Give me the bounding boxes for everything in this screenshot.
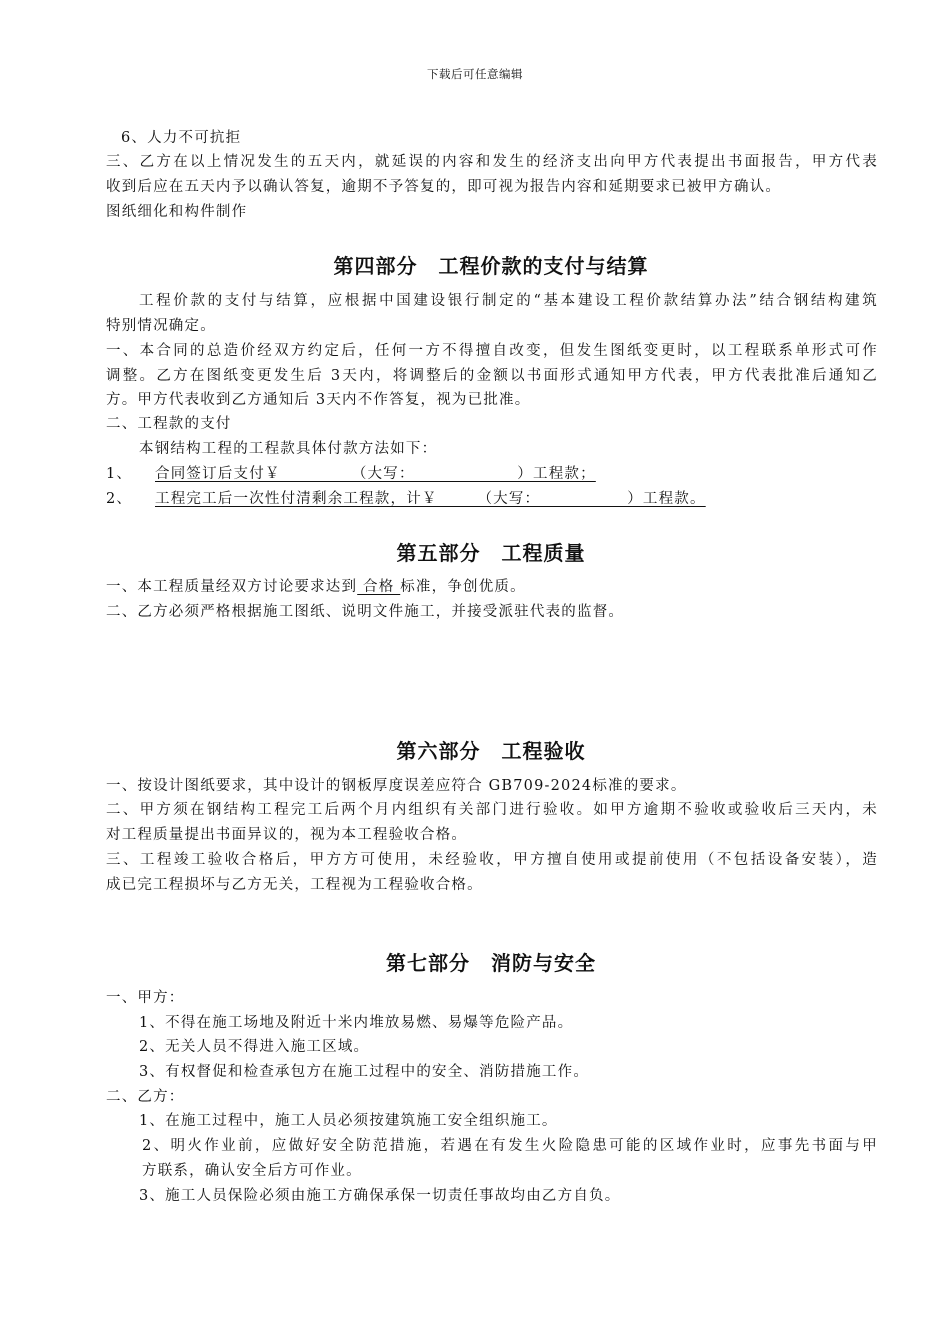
page-header-note: 下载后可任意编辑 [427, 67, 523, 81]
payment-item1-number: 1、 [106, 466, 133, 482]
part4-payment-intro: 本钢结构工程的工程款具体付款方法如下： [139, 441, 438, 457]
party-a-item1: 1、不得在施工场地及附近十米内堆放易燃、易爆等危险产品。 [139, 1015, 574, 1031]
party-b-heading: 二、乙方： [106, 1089, 185, 1105]
party-a-heading: 一、甲方： [106, 990, 185, 1006]
part6-title: 第六部分 工程验收 [396, 739, 586, 763]
part6-p1: 一、按设计图纸要求，其中设计的钢板厚度误差应符合 GB709-2024标准的要求。 [106, 778, 687, 794]
part6-p2-line2: 对工程质量提出书面异议的，视为本工程验收合格。 [106, 827, 468, 843]
party-a-item3: 3、有权督促和检查承包方在施工过程中的安全、消防措施工作。 [139, 1064, 590, 1080]
party-a-item2: 2、无关人员不得进入施工区域。 [139, 1039, 370, 1055]
part4-title: 第四部分 工程价款的支付与结算 [333, 254, 649, 278]
quality-grade-field: 合格 [357, 579, 401, 595]
part4-intro-line1: 工程价款的支付与结算，应根据中国建设银行制定的“基本建设工程价款结算办法”结合钢结构建筑 [139, 293, 878, 309]
part6-p2-line1: 二、甲方须在钢结构工程完工后两个月内组织有关部门进行验收。如甲方逾期不验收或验收后三天内，未 [106, 802, 878, 818]
part4-p1-line1: 一、本合同的总造价经双方约定后，任何一方不得擅自改变，但发生图纸变更时，以工程联系单形式可作 [106, 343, 878, 359]
party-b-item2-line1: 2、明火作业前，应做好安全防范措施，若遇在有发生火险隐患可能的区域作业时，应事先书面与甲 [142, 1138, 878, 1154]
part7-title: 第七部分 消防与安全 [386, 951, 596, 975]
payment-item1-underlined: 合同签订后支付￥ （大写： ）工程款； [155, 466, 596, 482]
clause-three-line2: 收到后应在五天内予以确认答复，逾期不予答复的，即可视为报告内容和延期要求已被甲方确认。 [106, 179, 782, 195]
payment-item1-text [155, 464, 596, 484]
part6-p3-line1: 三、工程竣工验收合格后，甲方方可使用，未经验收，甲方擅自使用或提前使用（不包括设备安装），造 [106, 852, 878, 868]
part5-p1 [106, 577, 526, 597]
party-b-item2-line2: 方联系，确认安全后方可作业。 [142, 1163, 362, 1179]
part5-p2: 二、乙方必须严格根据施工图纸、说明文件施工，并接受派驻代表的监督。 [106, 604, 625, 620]
payment-item2-text [155, 489, 706, 509]
payment-item2-number: 2、 [106, 491, 133, 507]
party-b-item3: 3、施工人员保险必须由施工方确保承保一切责任事故均由乙方自负。 [139, 1188, 621, 1204]
part4-payment-heading: 二、工程款的支付 [106, 416, 232, 432]
part5-title: 第五部分 工程质量 [396, 541, 586, 565]
drawings-note: 图纸细化和构件制作 [106, 204, 248, 220]
part5-p1-text-b: 标准，争创优质。 [400, 579, 526, 595]
part4-intro-line2: 特别情况确定。 [106, 318, 216, 334]
clause-three-line1: 三、乙方在以上情况发生的五天内，就延误的内容和发生的经济支出向甲方代表提出书面报告，甲方代表 [106, 154, 878, 170]
party-b-item1: 1、在施工过程中，施工人员必须按建筑施工安全组织施工。 [139, 1113, 558, 1129]
part5-p1-text-a: 一、本工程质量经双方讨论要求达到 [106, 579, 358, 595]
item-force-majeure: 6、人力不可抗拒 [121, 130, 242, 146]
part4-p1-line2: 调整。乙方在图纸变更发生后 3天内，将调整后的金额以书面形式通知甲方代表，甲方代表批准后通知乙 [106, 368, 878, 384]
part4-p1-line3: 方。甲方代表收到乙方通知后 3天内不作答复，视为已批准。 [106, 392, 531, 408]
part6-p3-line2: 成已完工程损坏与乙方无关，工程视为工程验收合格。 [106, 877, 483, 893]
payment-item2-underlined: 工程完工后一次性付清剩余工程款，计￥ （大写： ）工程款。 [155, 491, 706, 507]
